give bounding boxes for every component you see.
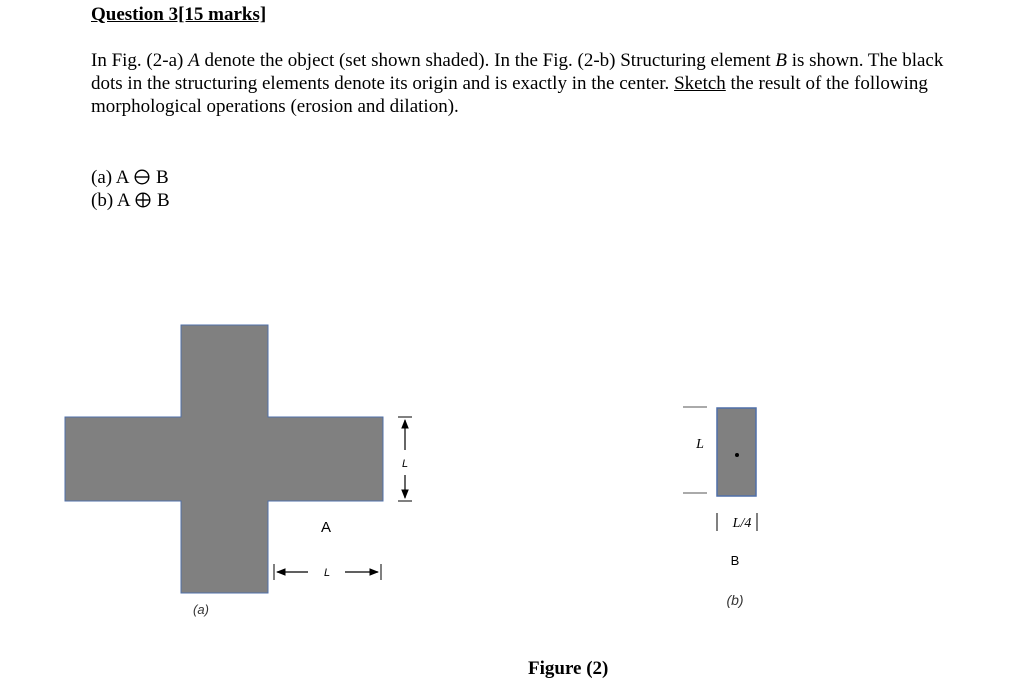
figure-caption: Figure (2) xyxy=(528,658,609,679)
set-b-ref: B xyxy=(775,50,787,71)
operation-label: (b) xyxy=(91,190,114,211)
question-title: Question 3[15 marks] xyxy=(91,4,267,25)
subfigure-b-label: (b) xyxy=(726,592,744,608)
se-width-label: L/4 xyxy=(732,516,752,531)
dim-label-vertical: L xyxy=(401,458,409,470)
operation-label: (a) xyxy=(91,167,113,188)
question-text-part: the result of the following morphological operations (erosion and dilation). xyxy=(91,73,928,117)
operand-right: B xyxy=(155,167,169,188)
horizontal-dimension xyxy=(274,564,381,580)
question-text-part: is shown. The black dots in the structuring elements denote its origin and is exactly in the center. xyxy=(91,50,944,94)
set-a-ref: A xyxy=(188,50,200,71)
emphasis-sketch: Sketch xyxy=(674,73,726,94)
question-text-part: denote the object (set shown shaded). In the Fig. (2-b) Structuring element xyxy=(199,50,776,71)
se-height-label: L xyxy=(696,437,704,452)
subfigure-a-label: (a) xyxy=(193,602,209,617)
object-a-label: A xyxy=(320,519,332,536)
operand-left: A xyxy=(116,190,130,211)
operand-left: A xyxy=(115,167,129,188)
object-a-shape xyxy=(65,325,383,593)
structuring-element-b xyxy=(717,408,756,496)
operand-right: B xyxy=(157,190,170,211)
dim-label-horizontal: L xyxy=(323,567,331,579)
se-b-label: B xyxy=(730,553,740,568)
question-text-part: In Fig. (2-a) xyxy=(91,50,189,71)
se-origin-dot xyxy=(735,453,739,457)
vertical-dimension xyxy=(398,417,412,501)
